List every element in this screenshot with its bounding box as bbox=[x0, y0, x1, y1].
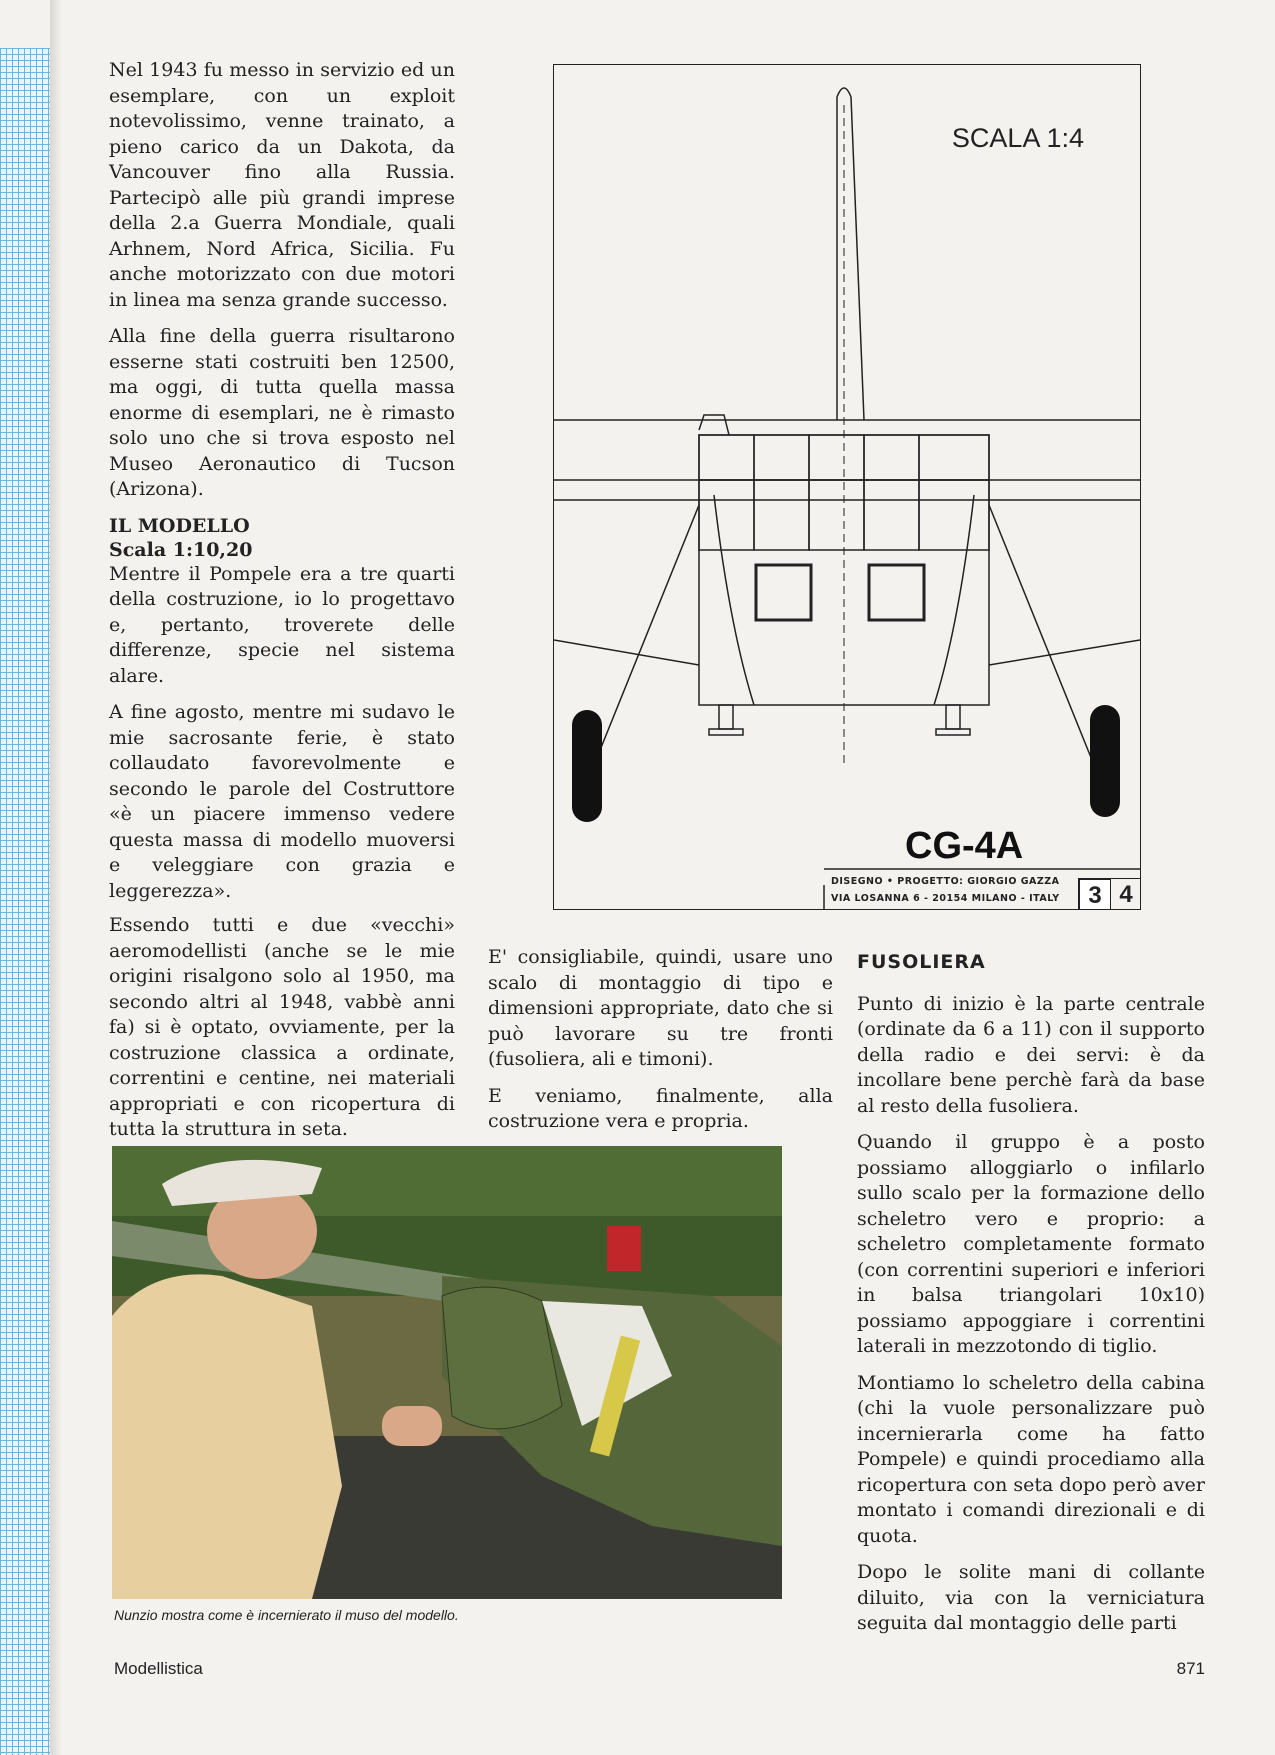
credit-line: DISEGNO • PROGETTO: GIORGIO GAZZA bbox=[831, 876, 1060, 887]
middle-column bbox=[488, 945, 833, 1146]
paragraph: Quando il gruppo è a posto possiamo alloggiarlo o infilarlo sullo scalo per la formazione dello scheletro vero e proprio: a scheletro completamente formato (con correntini superiori e inferiori in balsa triangolari 10x10) possiamo appoggiare i correntini laterali in mezzotondo di tiglio. bbox=[857, 1131, 1205, 1357]
page-gutter-shadow bbox=[50, 0, 62, 1755]
paragraph: A fine agosto, mentre mi sudavo le mie sacrosante ferie, è stato collaudato favorevolmente e secondo le parole del Costruttore «è un piacere immenso vedere questa massa di modello muoversi e veleggiare con grazia e leggerezza». bbox=[109, 701, 455, 902]
section-subheading: Scala 1:10,20 bbox=[109, 538, 253, 561]
magazine-name: Modellistica bbox=[114, 1659, 203, 1678]
scale-label: SCALA 1:4 bbox=[951, 123, 1084, 153]
paragraph: E' consigliabile, quindi, usare uno scalo di montaggio di tipo e dimensioni appropriate, dato che si può lavorare su tre fronti (fusoliera, ali e timoni). bbox=[488, 946, 833, 1070]
sheet-current: 3 bbox=[1079, 879, 1111, 910]
technical-drawing bbox=[553, 64, 1141, 910]
model-name: CG-4A bbox=[905, 825, 1024, 867]
photo-caption: Nunzio mostra come è incernierato il muso del modello. bbox=[114, 1607, 459, 1623]
right-column bbox=[857, 950, 1205, 1648]
page-number: 871 bbox=[1176, 1659, 1205, 1678]
left-column bbox=[109, 58, 455, 915]
photo-model-builder bbox=[112, 1146, 782, 1599]
sheet-number bbox=[1078, 878, 1141, 910]
drawing-credit bbox=[831, 873, 1060, 907]
section-heading: IL MODELLO bbox=[109, 514, 250, 537]
paragraph: Punto di inizio è la parte centrale (ordinate da 6 a 11) con il supporto della radio e dei servi: è da incollare bene perchè farà da base al resto della fusoliera. bbox=[857, 992, 1205, 1117]
left-wheel bbox=[572, 710, 602, 822]
graph-paper-strip bbox=[0, 48, 50, 1755]
photo-illustration bbox=[112, 1146, 782, 1599]
paragraph: Essendo tutti e due «vecchi» aeromodellisti (anche se le mie origini risalgono solo al 1950, ma secondo altri al 1948, vabbè anni fa) si è optato, ovviamente, per la costruzione classica a ordinate, correntini e centine, nei materiali appropriati e con ricopertura di tutta la struttura in seta. bbox=[109, 914, 455, 1140]
paragraph: Mentre il Pompele era a tre quarti della costruzione, io lo progettavo e, pertanto, troverete delle differenze, specie nel sistema alare. bbox=[109, 562, 455, 687]
paragraph: Alla fine della guerra risultarono esserne stati costruiti ben 12500, ma oggi, di tutta quella massa enorme di esemplari, ne è rimasto solo uno che si trova esposto nel Museo Aeronautico di Tucson (Arizona). bbox=[109, 325, 455, 500]
paragraph: E veniamo, finalmente, alla costruzione vera e propria. bbox=[488, 1084, 833, 1132]
glider-front-view-drawing bbox=[554, 65, 1140, 909]
paragraph: Dopo le solite mani di collante diluito, via con la verniciatura seguita dal montaggio delle parti bbox=[857, 1561, 1205, 1634]
credit-line: VIA LOSANNA 6 - 20154 MILANO - ITALY bbox=[831, 893, 1060, 904]
tail-fin bbox=[837, 88, 864, 420]
bottom-left-column bbox=[109, 913, 455, 1154]
sheet-total: 4 bbox=[1119, 881, 1133, 908]
right-wheel bbox=[1090, 705, 1120, 817]
paragraph: Montiamo lo scheletro della cabina (chi la vuole personalizzare può incernierarla come ha fatto Pompele) e quindi procediamo alla ricopertura con seta dopo però aver montato i comandi direzionali e di quota. bbox=[857, 1371, 1206, 1547]
section-heading: FUSOLIERA bbox=[857, 951, 986, 973]
paragraph: Nel 1943 fu messo in servizio ed un esemplare, con un exploit notevolissimo, venne trainato, a pieno carico da un Dakota, da Vancouver fino alla Russia. Partecipò alle più grandi imprese della 2.a Guerra Mondiale, quali Arhnem, Nord Africa, Sicilia. Fu anche motorizzato con due motori in linea ma senza grande successo. bbox=[109, 59, 455, 311]
